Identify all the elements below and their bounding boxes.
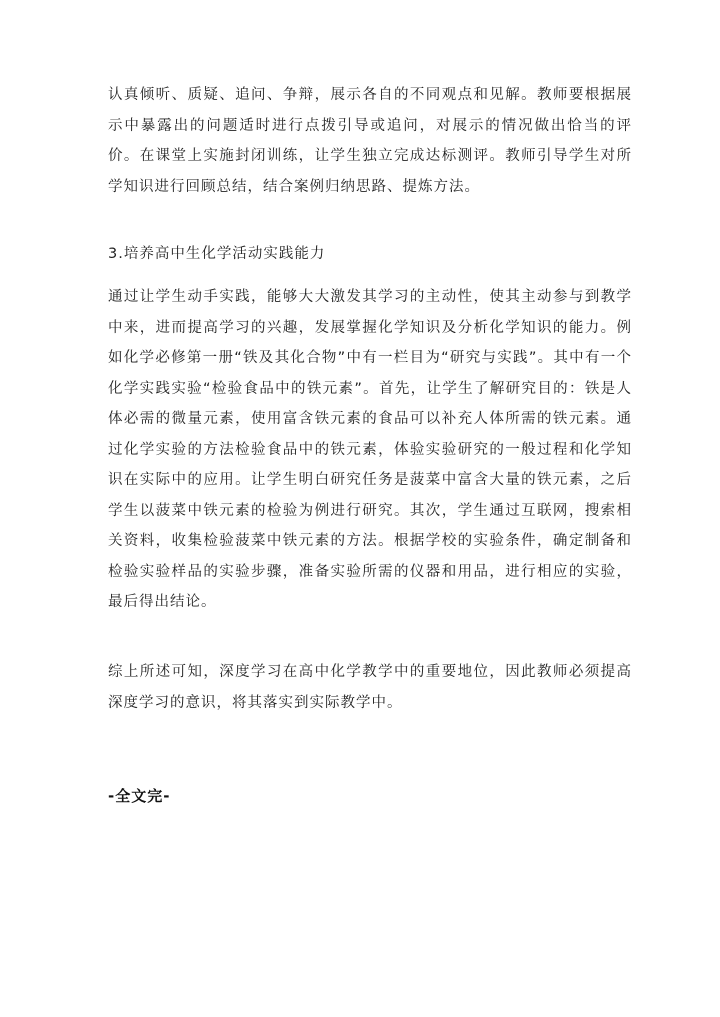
body-paragraph-3: 综上所述可知，深度学习在高中化学教学中的重要地位，因此教师必须提高深度学习的意识，将其落实到实际教学中。 [108,664,632,711]
body-paragraph-2: 通过让学生动手实践，能够大大激发其学习的主动性，使其主动参与到教学中来，进而提高学习的兴趣，发展掌握化学知识及分析化学知识的能力。例如化学必修第一册“铁及其化合物”中有一栏目为“研究与实践”。其中有一个化学实践实验“检验食品中的铁元素”。首先，让学生了解研究目的：铁是人体必需的微量元素，使用富含铁元素的食品可以补充人体所需的铁元素。通过化学实验的方法检验食品中的铁元素，体验实验研究的一般过程和化学知识在实际中的应用。让学生明白研究任务是菠菜中富含大量的铁元素，之后学生以菠菜中铁元素的检验为例进行研究。其次，学生通过互联网，搜索相关资料，收集检验菠菜中铁元素的方法。根据学校的实验条件，确定制备和检验实验样品的实验步骤，准备实验所需的仪器和用品，进行相应的实验，最后得出结论。 [108,289,632,610]
body-paragraph-1: 认真倾听、质疑、追问、争辩，展示各自的不同观点和见解。教师要根据展示中暴露出的问题适时进行点拨引导或追问，对展示的情况做出恰当的评价。在课堂上实施封闭训练，让学生独立完成达标测评。教师引导学生对所学知识进行回顾总结，结合案例归纳思路、提炼方法。 [108,87,632,195]
section-heading-3: 3.培养高中生化学活动实践能力 [108,246,326,262]
end-of-document-mark: -全文完- [108,787,171,805]
